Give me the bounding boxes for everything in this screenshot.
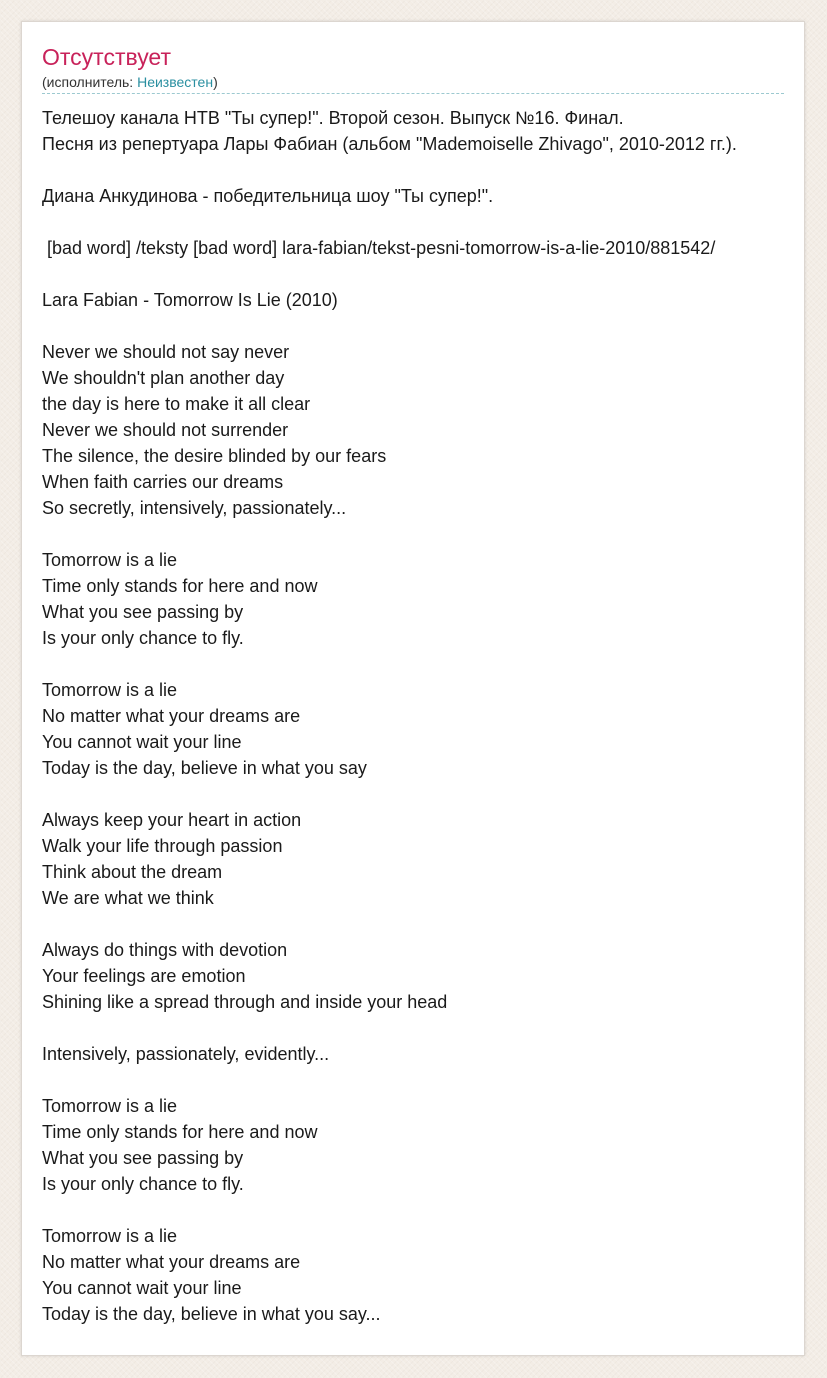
lyric-line: Tomorrow is a lie [42,1096,178,1116]
artist-prefix: (исполнитель: [42,74,138,90]
blank-line [42,313,737,339]
lyric-line: Tomorrow is a lie [42,1226,178,1246]
lyric-line: Never we should not say never [42,342,290,362]
lyric-line: Is your only chance to fly. [42,628,244,648]
lyric-line: Shining like a spread through and inside your head [42,992,448,1012]
lyric-line: [bad word] /teksty [bad word] lara-fabian/tekst-pesni-tomorrow-is-a-lie-2010/881542/ [42,238,716,258]
blank-line [42,157,737,183]
blank-line [42,261,737,287]
lyric-line: Walk your life through passion [42,836,283,856]
lyric-line: Think about the dream [42,862,223,882]
lyric-line: Диана Анкудинова - победительница шоу "Ты супер!". [42,186,494,206]
lyric-line: No matter what your dreams are [42,706,301,726]
lyric-line: What you see passing by [42,1148,244,1168]
lyric-line: Tomorrow is a lie [42,550,178,570]
lyric-line: So secretly, intensively, passionately... [42,498,347,518]
blank-line [42,651,737,677]
blank-line [42,1197,737,1223]
lyric-line: When faith carries our dreams [42,472,284,492]
lyric-line: Today is the day, believe in what you say [42,758,367,778]
artist-suffix: ) [213,74,218,90]
lyric-line: Is your only chance to fly. [42,1174,244,1194]
lyric-line: Today is the day, believe in what you say... [42,1304,381,1324]
lyric-line: Never we should not surrender [42,420,289,440]
lyric-line: The silence, the desire blinded by our fears [42,446,387,466]
lyric-line: You cannot wait your line [42,732,242,752]
lyric-line: Песня из репертуара Лары Фабиан (альбом "Mademoiselle Zhivago", 2010-2012 гг.). [42,134,737,154]
lyric-line: Tomorrow is a lie [42,680,178,700]
lyric-line: What you see passing by [42,602,244,622]
lyric-line: No matter what your dreams are [42,1252,301,1272]
blank-line [42,1015,737,1041]
lyric-line: We shouldn't plan another day [42,368,285,388]
lyrics-body [42,105,737,1327]
lyrics-card [21,21,805,1356]
blank-line [42,209,737,235]
lyric-line: Time only stands for here and now [42,576,318,596]
lyric-line: You cannot wait your line [42,1278,242,1298]
lyric-line: Телешоу канала НТВ "Ты супер!". Второй сезон. Выпуск №16. Финал. [42,108,624,128]
lyric-line: Always keep your heart in action [42,810,302,830]
blank-line [42,1067,737,1093]
title-divider [42,93,784,94]
lyric-line: We are what we think [42,888,214,908]
lyric-line: Lara Fabian - Tomorrow Is Lie (2010) [42,290,338,310]
song-title: Отсутствует [42,44,171,70]
lyric-line: Intensively, passionately, evidently... [42,1044,330,1064]
blank-line [42,911,737,937]
lyric-line: Time only stands for here and now [42,1122,318,1142]
lyric-line: Your feelings are emotion [42,966,246,986]
artist-link[interactable]: Неизвестен [137,74,214,90]
lyric-line: Always do things with devotion [42,940,288,960]
lyric-line: the day is here to make it all clear [42,394,311,414]
artist-line [42,73,218,91]
blank-line [42,781,737,807]
blank-line [42,521,737,547]
